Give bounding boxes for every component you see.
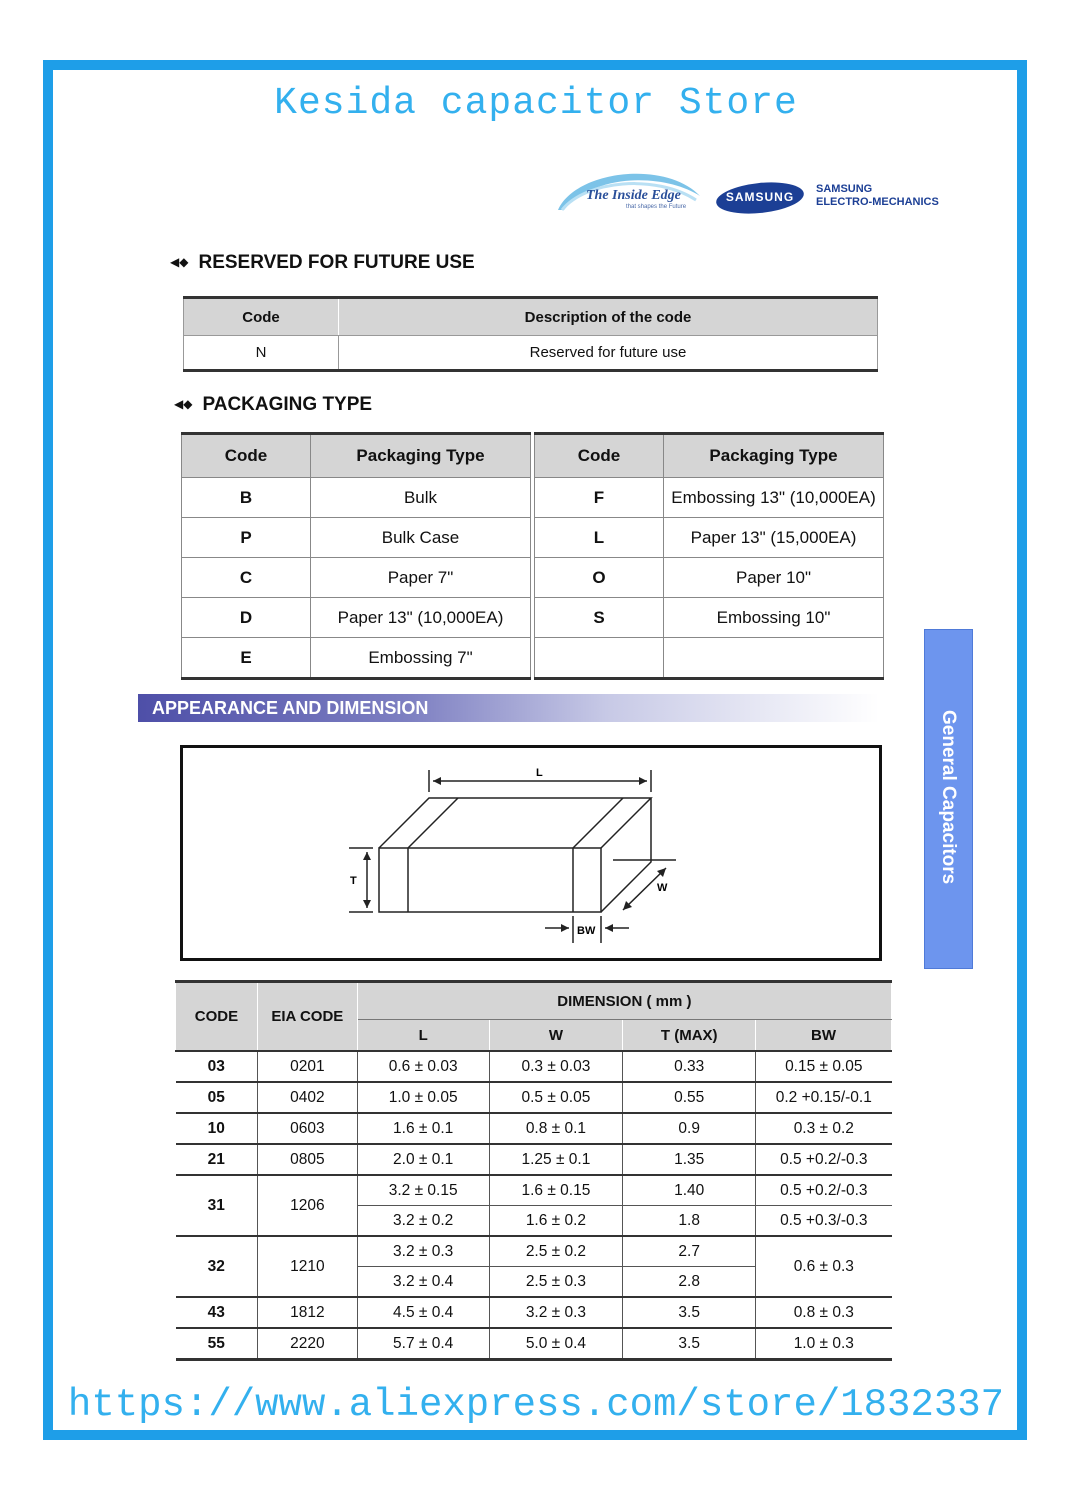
samsung-logo xyxy=(716,183,804,213)
table-cell: 0.6 ± 0.3 xyxy=(756,1236,892,1297)
table-cell: 1210 xyxy=(257,1236,357,1297)
table-cell: 1.35 xyxy=(623,1144,756,1175)
table-cell: 10 xyxy=(176,1113,258,1144)
reserved-table xyxy=(183,296,878,372)
table-header-row xyxy=(182,434,531,478)
table-cell: 2.8 xyxy=(623,1267,756,1298)
samsung-word: SAMSUNG xyxy=(725,190,795,204)
table-cell: 1206 xyxy=(257,1175,357,1236)
table-cell: 5.0 ± 0.4 xyxy=(489,1328,623,1360)
chip-drawing xyxy=(183,748,879,958)
sem-line-2: ELECTRO-MECHANICS xyxy=(816,196,939,208)
column-header: Description of the code xyxy=(339,298,878,336)
appearance-banner-text: APPEARANCE AND DIMENSION xyxy=(152,698,429,718)
table-cell: 4.5 ± 0.4 xyxy=(357,1297,489,1328)
table-row xyxy=(182,518,531,558)
table-row xyxy=(176,1082,892,1113)
table-header-row xyxy=(176,982,892,1020)
table-cell: 03 xyxy=(176,1051,258,1082)
label-L: L xyxy=(536,767,543,779)
reserved-heading-text: RESERVED FOR FUTURE USE xyxy=(198,252,475,273)
table-cell: 3.5 xyxy=(623,1328,756,1360)
table-cell: 0201 xyxy=(257,1051,357,1082)
column-header: Code xyxy=(182,434,311,478)
table-cell: O xyxy=(535,558,664,598)
table-header-row xyxy=(184,298,878,336)
column-header: Packaging Type xyxy=(311,434,531,478)
table-cell: 1.40 xyxy=(623,1175,756,1206)
table-cell: 0.33 xyxy=(623,1051,756,1082)
table-row xyxy=(176,1175,892,1206)
general-capacitors-tab[interactable] xyxy=(924,629,973,969)
table-cell: F xyxy=(535,478,664,518)
table-cell: L xyxy=(535,518,664,558)
dimension-table xyxy=(175,980,892,1361)
store-title: Kesida capacitor Store xyxy=(274,82,798,125)
table-cell: 0.8 ± 0.3 xyxy=(756,1297,892,1328)
table-cell: 3.2 ± 0.3 xyxy=(489,1297,623,1328)
table-cell: 0.15 ± 0.05 xyxy=(756,1051,892,1082)
table-cell: 0.5 ± 0.05 xyxy=(489,1082,623,1113)
table-cell: 0.3 ± 0.03 xyxy=(489,1051,623,1082)
table-cell xyxy=(535,638,664,679)
table-cell: Paper 10" xyxy=(664,558,884,598)
table-row xyxy=(176,1297,892,1328)
table-row xyxy=(535,638,884,679)
column-header: L xyxy=(357,1020,489,1052)
table-row xyxy=(176,1144,892,1175)
table-cell: 3.2 ± 0.15 xyxy=(357,1175,489,1206)
table-cell: Embossing 13" (10,000EA) xyxy=(664,478,884,518)
table-cell: 32 xyxy=(176,1236,258,1297)
reserved-heading xyxy=(170,252,475,274)
table-cell: 2.5 ± 0.3 xyxy=(489,1267,623,1298)
table-cell: E xyxy=(182,638,311,679)
table-cell: 55 xyxy=(176,1328,258,1360)
table-cell: 0.9 xyxy=(623,1113,756,1144)
table-cell: B xyxy=(182,478,311,518)
section-bullet-icon: ◀◆ xyxy=(170,255,189,269)
table-cell: 05 xyxy=(176,1082,258,1113)
appearance-banner xyxy=(138,694,918,722)
table-cell: 1.6 ± 0.1 xyxy=(357,1113,489,1144)
column-header: W xyxy=(489,1020,623,1052)
table-row xyxy=(535,598,884,638)
table-cell: 0402 xyxy=(257,1082,357,1113)
table-cell: 3.2 ± 0.2 xyxy=(357,1206,489,1237)
table-row xyxy=(182,478,531,518)
table-cell: 3.5 xyxy=(623,1297,756,1328)
table-cell: 3.2 ± 0.4 xyxy=(357,1267,489,1298)
table-cell: 0603 xyxy=(257,1113,357,1144)
table-cell: P xyxy=(182,518,311,558)
packaging-table-right xyxy=(534,432,884,680)
table-row xyxy=(182,558,531,598)
table-cell: N xyxy=(184,336,339,371)
table-cell: 43 xyxy=(176,1297,258,1328)
table-cell: 3.2 ± 0.3 xyxy=(357,1236,489,1267)
table-cell: Paper 13" (10,000EA) xyxy=(311,598,531,638)
table-cell: Paper 13" (15,000EA) xyxy=(664,518,884,558)
table-cell: 21 xyxy=(176,1144,258,1175)
inside-edge-text: The Inside Edge xyxy=(586,188,681,203)
table-cell: 0.5 +0.2/-0.3 xyxy=(756,1175,892,1206)
label-BW: BW xyxy=(577,925,596,937)
table-cell: Bulk Case xyxy=(311,518,531,558)
table-cell: 0.2 +0.15/-0.1 xyxy=(756,1082,892,1113)
table-row xyxy=(184,336,878,371)
table-row xyxy=(535,558,884,598)
column-header: EIA CODE xyxy=(257,982,357,1052)
packaging-heading xyxy=(174,394,372,416)
table-cell: 31 xyxy=(176,1175,258,1236)
table-cell: Embossing 10" xyxy=(664,598,884,638)
table-cell: C xyxy=(182,558,311,598)
section-bullet-icon: ◀◆ xyxy=(174,397,193,411)
table-row xyxy=(182,598,531,638)
table-row xyxy=(176,1328,892,1360)
inside-edge-logo xyxy=(556,166,702,214)
chip-front-face xyxy=(379,848,601,912)
column-header: T (MAX) xyxy=(623,1020,756,1052)
table-cell: 1.6 ± 0.15 xyxy=(489,1175,623,1206)
table-cell: 2.5 ± 0.2 xyxy=(489,1236,623,1267)
table-cell: 0.8 ± 0.1 xyxy=(489,1113,623,1144)
store-url-link[interactable]: https://www.aliexpress.com/store/1832337 xyxy=(67,1383,1005,1427)
table-cell: Bulk xyxy=(311,478,531,518)
column-header: Code xyxy=(535,434,664,478)
table-row xyxy=(176,1051,892,1082)
table-cell: 2.7 xyxy=(623,1236,756,1267)
table-row xyxy=(176,1236,892,1267)
table-cell: 1.0 ± 0.05 xyxy=(357,1082,489,1113)
table-cell: 1.6 ± 0.2 xyxy=(489,1206,623,1237)
table-cell: 0.3 ± 0.2 xyxy=(756,1113,892,1144)
label-W: W xyxy=(657,882,668,894)
table-cell: Reserved for future use xyxy=(339,336,878,371)
inside-edge-subtext: that shapes the Future xyxy=(626,204,687,210)
column-header: Packaging Type xyxy=(664,434,884,478)
table-cell: 1.8 xyxy=(623,1206,756,1237)
column-header: DIMENSION ( mm ) xyxy=(357,982,891,1020)
table-cell: 5.7 ± 0.4 xyxy=(357,1328,489,1360)
table-cell: 0.6 ± 0.03 xyxy=(357,1051,489,1082)
table-row xyxy=(176,1113,892,1144)
packaging-heading-text: PACKAGING TYPE xyxy=(202,394,373,415)
chip-diagram xyxy=(180,745,882,961)
sem-logo-text xyxy=(816,183,939,209)
table-cell: 0.55 xyxy=(623,1082,756,1113)
column-header: CODE xyxy=(176,982,258,1052)
table-cell: 0.5 +0.3/-0.3 xyxy=(756,1206,892,1237)
table-row xyxy=(535,478,884,518)
table-cell xyxy=(664,638,884,679)
table-cell: D xyxy=(182,598,311,638)
table-cell: 1.25 ± 0.1 xyxy=(489,1144,623,1175)
table-cell: 0805 xyxy=(257,1144,357,1175)
table-cell: 1812 xyxy=(257,1297,357,1328)
table-cell: Paper 7" xyxy=(311,558,531,598)
table-cell: S xyxy=(535,598,664,638)
packaging-table-left xyxy=(181,432,531,680)
column-header: Code xyxy=(184,298,339,336)
label-T: T xyxy=(350,875,357,887)
table-cell: 2.0 ± 0.1 xyxy=(357,1144,489,1175)
side-tab-label: General Capacitors xyxy=(938,710,959,885)
table-header-row xyxy=(535,434,884,478)
table-row xyxy=(182,638,531,679)
sem-line-1: SAMSUNG xyxy=(816,183,873,195)
table-row xyxy=(535,518,884,558)
column-header: BW xyxy=(756,1020,892,1052)
table-cell: 1.0 ± 0.3 xyxy=(756,1328,892,1360)
table-cell: Embossing 7" xyxy=(311,638,531,679)
table-cell: 2220 xyxy=(257,1328,357,1360)
table-cell: 0.5 +0.2/-0.3 xyxy=(756,1144,892,1175)
